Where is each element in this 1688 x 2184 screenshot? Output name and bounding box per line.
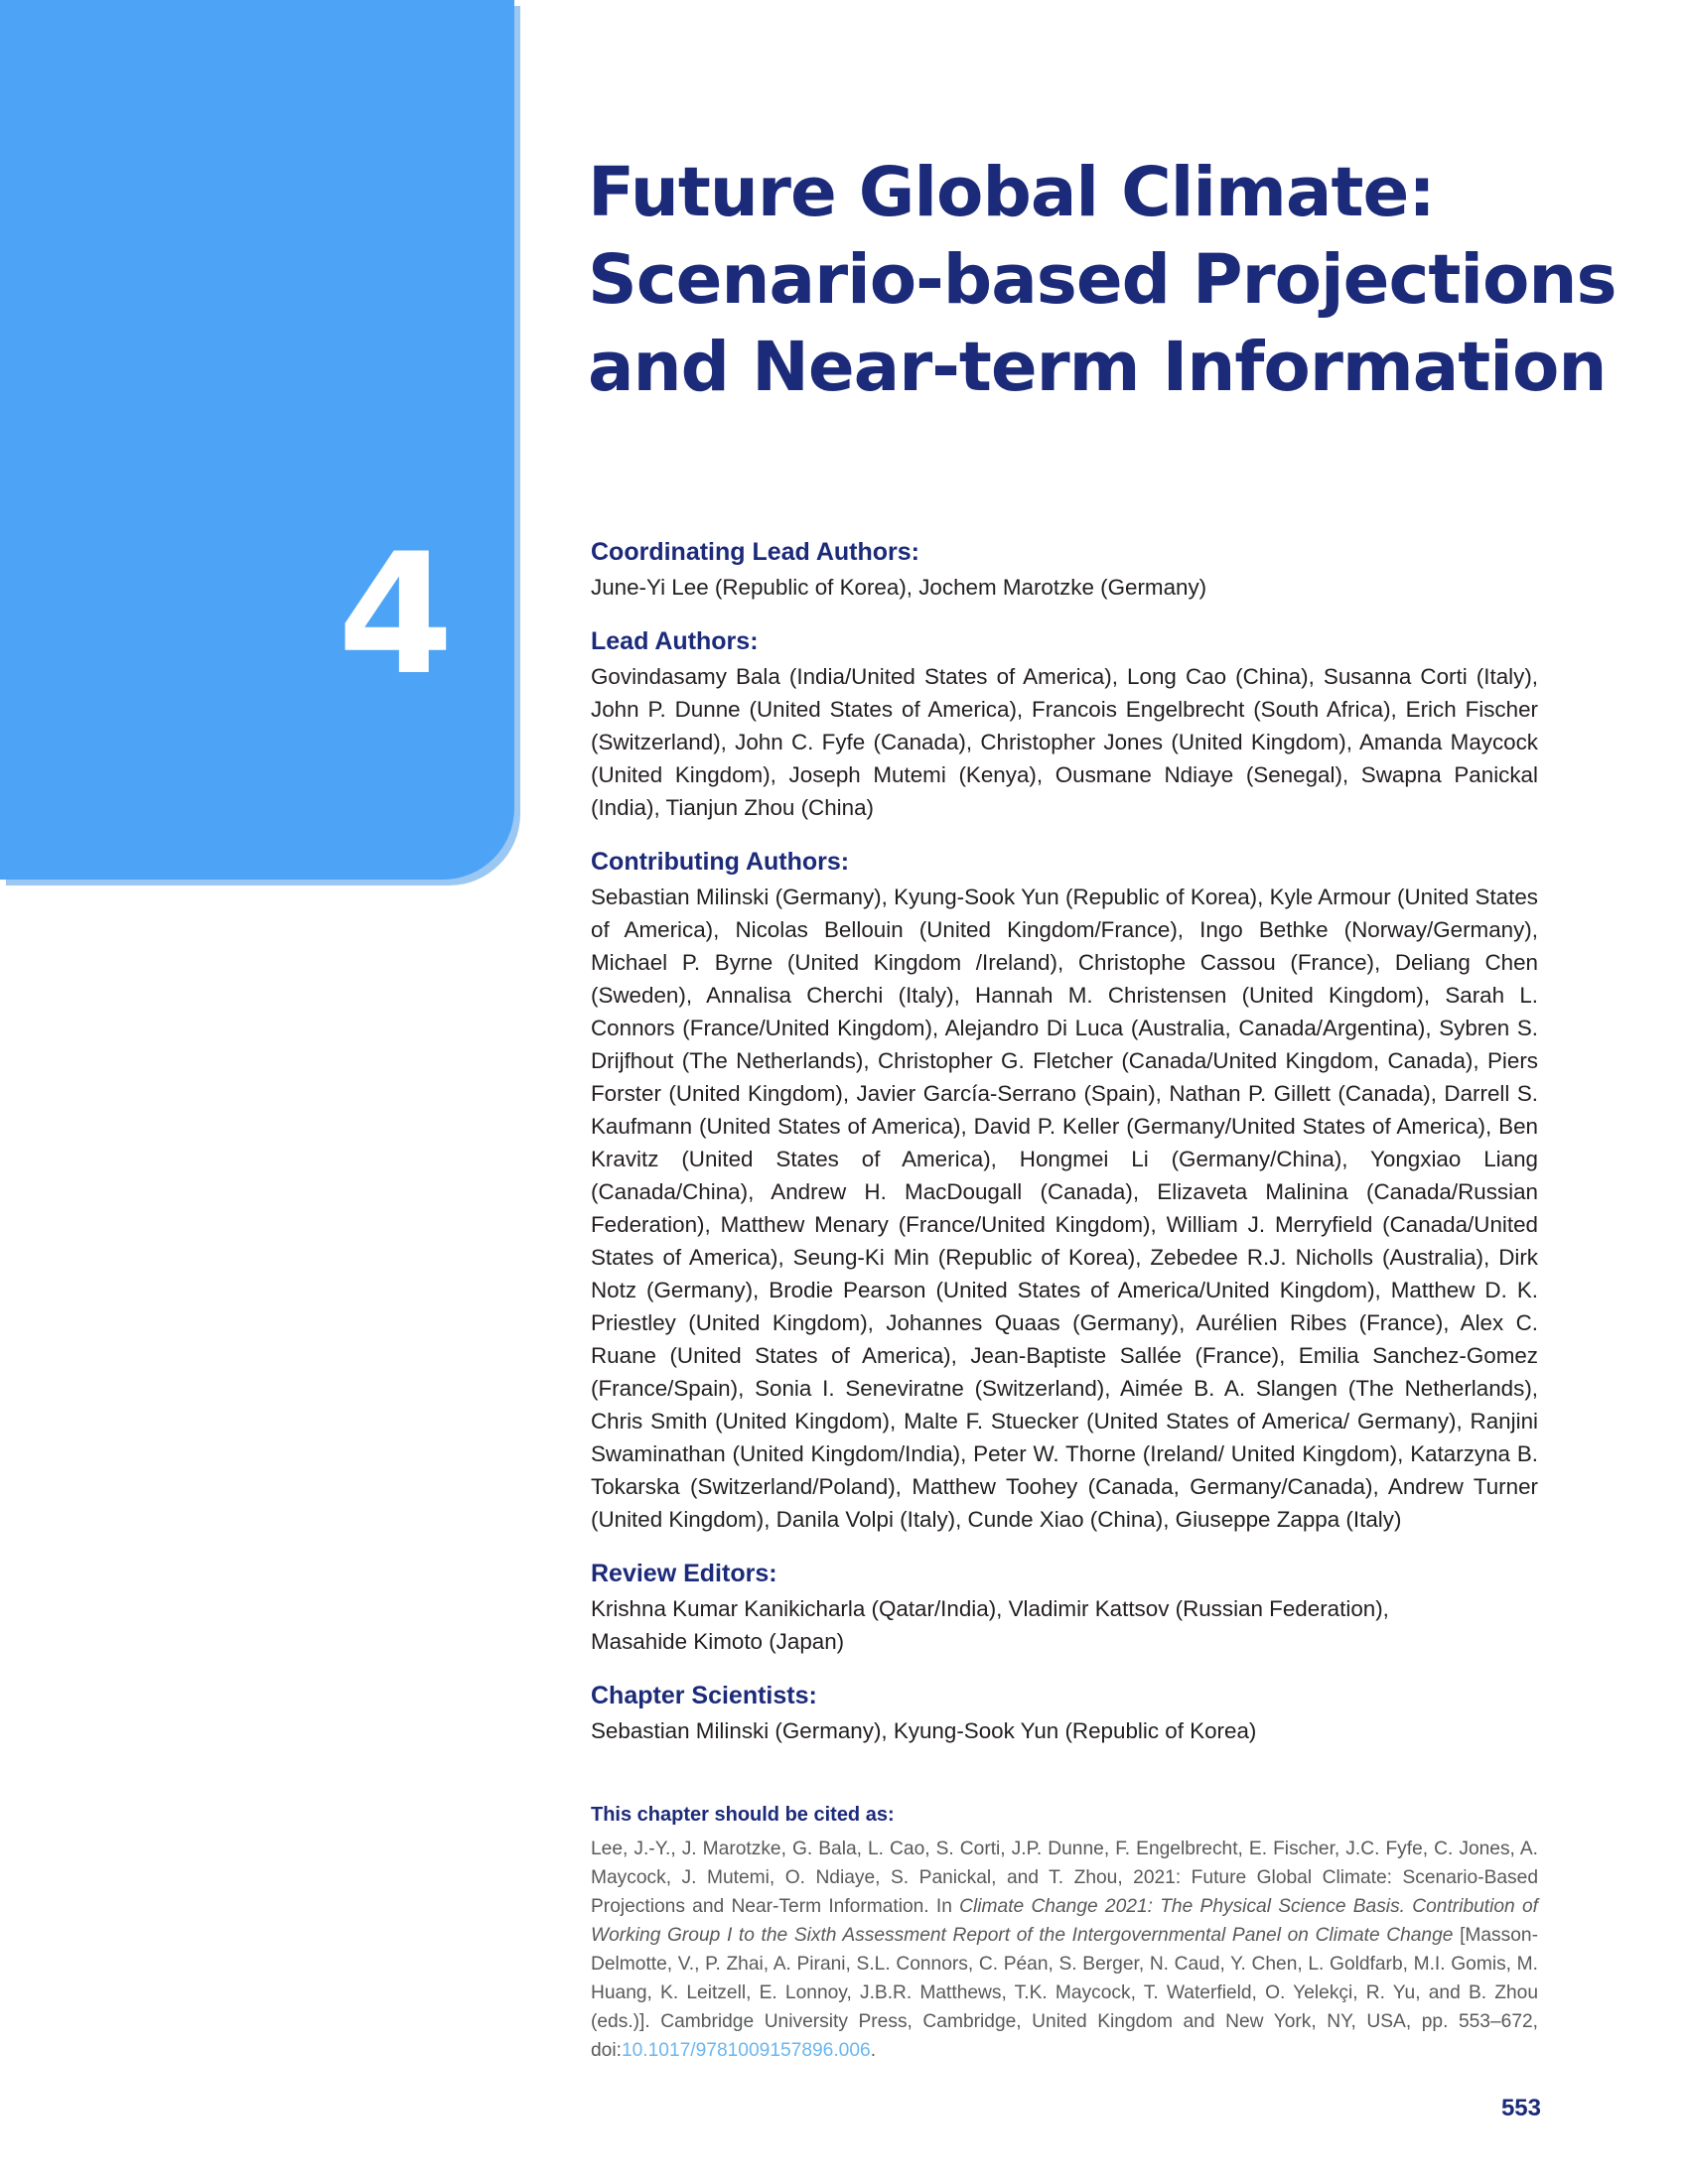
chapter-tab	[0, 0, 514, 880]
section-heading: Coordinating Lead Authors:	[591, 538, 919, 566]
chapter-number: 4	[338, 517, 454, 712]
citation-text	[591, 1835, 1538, 2065]
section-heading: Chapter Scientists:	[591, 1682, 817, 1709]
section-text: Sebastian Milinski (Germany), Kyung-Sook Yun (Republic of Korea), Kyle Armour (United States of America), Nicolas Bellouin (United Kingdom/France), Ingo Bethke (Norway/Germany), Michael P. Byrne (United Kingdom /Ireland), Christophe Cassou (France), Deliang Chen (Sweden), Annalisa Cherchi (Italy), Hannah M. Christensen (United Kingdom), Sarah L. Connors (France/United Kingdom), Alejandro Di Luca (Australia, Canada/Argentina), Sybren S. Drijfhout (The Netherlands), Christopher G. Fletcher (Canada/United Kingdom, Canada), Piers Forster (United Kingdom), Javier García-Serrano (Spain), Nathan P. Gillett (Canada), Darrell S. Kaufmann (United States of America), David P. Keller (Germany/United States of America), Ben Kravitz (United States of America), Hongmei Li (Germany/China), Yongxiao Liang (Canada/China), Andrew H. MacDougall (Canada), Elizaveta Malinina (Canada/Russian Federation), Matthew Menary (France/United Kingdom), William J. Merryfield (Canada/United States of America), Seung-Ki Min (Republic of Korea), Zebedee R.J. Nicholls (Australia), Dirk Notz (Germany), Brodie Pearson (United States of America/United Kingdom), Matthew D. K. Priestley (United Kingdom), Johannes Quaas (Germany), Aurélien Ribes (France), Alex C. Ruane (United States of America), Jean-Baptiste Sallée (France), Emilia Sanchez-Gomez (France/Spain), Sonia I. Seneviratne (Switzerland), Aimée B. A. Slangen (The Netherlands), Chris Smith (United Kingdom), Malte F. Stuecker (United States of America/ Germany), Ranjini Swaminathan (United Kingdom/India), Peter W. Thorne (Ireland/ United Kingdom), Katarzyna B. Tokarska (Switzerland/Poland), Matthew Toohey (Canada, Germany/Canada), Andrew Turner (United Kingdom), Danila Volpi (Italy), Cunde Xiao (China), Giuseppe Zappa (Italy)	[591, 885, 1538, 1532]
chapter-title-line: and Near-term Information	[588, 328, 1607, 407]
lead-authors-section	[591, 625, 1538, 824]
section-heading: Contributing Authors:	[591, 848, 850, 876]
section-text: Masahide Kimoto (Japan)	[591, 1629, 845, 1654]
chapter-title-line: Scenario-based Projections	[588, 240, 1617, 320]
citation-part: Lee, J.-Y., J. Marotzke, G. Bala, L. Cao, S. Corti, J.P. Dunne, F. Engelbrecht, E. Fischer, J.C. Fyfe, C. Jones, A. Maycock, J. Mutemi, O. Ndiaye, S. Panickal, and T. Zhou, 2021: Future Global Climate: Scenario-Based Projections and Near-Term Information. In	[591, 1839, 1538, 1917]
author-list	[591, 536, 1538, 1769]
coordinating-lead-authors-section	[591, 536, 1538, 604]
section-text: Sebastian Milinski (Germany), Kyung-Sook Yun (Republic of Korea)	[591, 1718, 1257, 1743]
citation-part: [Masson-Delmotte, V., P. Zhai, A. Pirani, S.L. Connors, C. Péan, S. Berger, N. Caud, Y. Chen, L. Goldfarb, M.I. Gomis, M. Huang, K. Leitzell, E. Lonnoy, J.B.R. Matthews, T.K. Maycock, T. Waterfield, O. Yelekçi, R. Yu, and B. Zhou (eds.)]. Cambridge University Press, Cambridge, United Kingdom and New York, NY, USA, pp. 553–672, doi:	[591, 1925, 1538, 2061]
doi-link[interactable]: 10.1017/9781009157896.006	[621, 2040, 871, 2061]
section-heading: Lead Authors:	[591, 627, 759, 655]
section-text: Govindasamy Bala (India/United States of America), Long Cao (China), Susanna Corti (Italy), John P. Dunne (United States of America), Francois Engelbrecht (South Africa), Erich Fischer (Switzerland), John C. Fyfe (Canada), Christopher Jones (United Kingdom), Amanda Maycock (United Kingdom), Joseph Mutemi (Kenya), Ousmane Ndiaye (Senegal), Swapna Panickal (India), Tianjun Zhou (China)	[591, 664, 1538, 820]
chapter-title-line: Future Global Climate:	[588, 153, 1435, 232]
citation-end: .	[870, 2040, 877, 2061]
review-editors-section	[591, 1558, 1538, 1658]
section-text: Krishna Kumar Kanikicharla (Qatar/India), Vladimir Kattsov (Russian Federation),	[591, 1596, 1389, 1621]
contributing-authors-section	[591, 846, 1538, 1536]
chapter-title	[588, 149, 1640, 411]
section-heading: Review Editors:	[591, 1560, 777, 1587]
citation-heading: This chapter should be cited as:	[591, 1804, 895, 1826]
page-number: 553	[1500, 2095, 1541, 2121]
book-title: Climate Change 2021: The Physical Science Basis. Contribution of Working Group I to the Sixth Assessment Report of the Intergovernmental Panel on Climate Change	[591, 1896, 1538, 1946]
chapter-scientists-section	[591, 1680, 1538, 1747]
section-text: June-Yi Lee (Republic of Korea), Jochem Marotzke (Germany)	[591, 575, 1207, 600]
